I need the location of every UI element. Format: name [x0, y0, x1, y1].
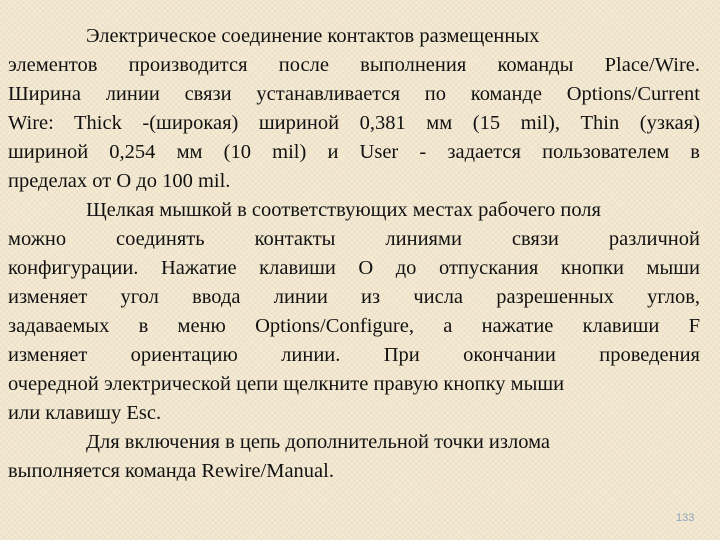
text-line: можно соединять контакты линиями связи различной — [8, 228, 700, 250]
text-line: Электрическое соединение контактов размещенных — [86, 25, 540, 47]
text-line: Wire: Thick -(широкая) шириной 0,381 мм (15 mil), Thin (узкая) — [8, 112, 700, 134]
page-number: 133 — [676, 512, 695, 524]
text-line: изменяет угол ввода линии из числа разрешенных углов, — [8, 286, 700, 308]
text-line: шириной 0,254 мм (10 mil) и User - задается пользователем в — [8, 141, 700, 163]
text-line: выполняется команда Rewire/Manual. — [8, 460, 334, 482]
text-line: очередной электрической цепи щелкните правую кнопку мыши — [8, 373, 565, 395]
text-line: элементов производится после выполнения команды Place/Wire. — [8, 54, 700, 76]
paragraph-connection — [8, 22, 700, 196]
text-line: Для включения в цепь дополнительной точки излома — [86, 431, 551, 453]
slide-body-text — [8, 22, 700, 486]
paragraph-rewire — [8, 428, 700, 486]
text-line: пределах от О до 100 mil. — [8, 170, 231, 192]
paragraph-mouse — [8, 196, 700, 428]
text-line: конфигурации. Нажатие клавиши О до отпускания кнопки мыши — [8, 257, 700, 279]
text-line: Ширина линии связи устанавливается по команде Options/Current — [8, 83, 700, 105]
text-line: Щелкая мышкой в соответствующих местах рабочего поля — [86, 199, 601, 221]
text-line: задаваемых в меню Options/Configure, а нажатие клавиши F — [8, 315, 700, 337]
text-line: изменяет ориентацию линии. При окончании проведения — [8, 344, 700, 366]
text-line: или клавишу Esc. — [8, 402, 162, 424]
